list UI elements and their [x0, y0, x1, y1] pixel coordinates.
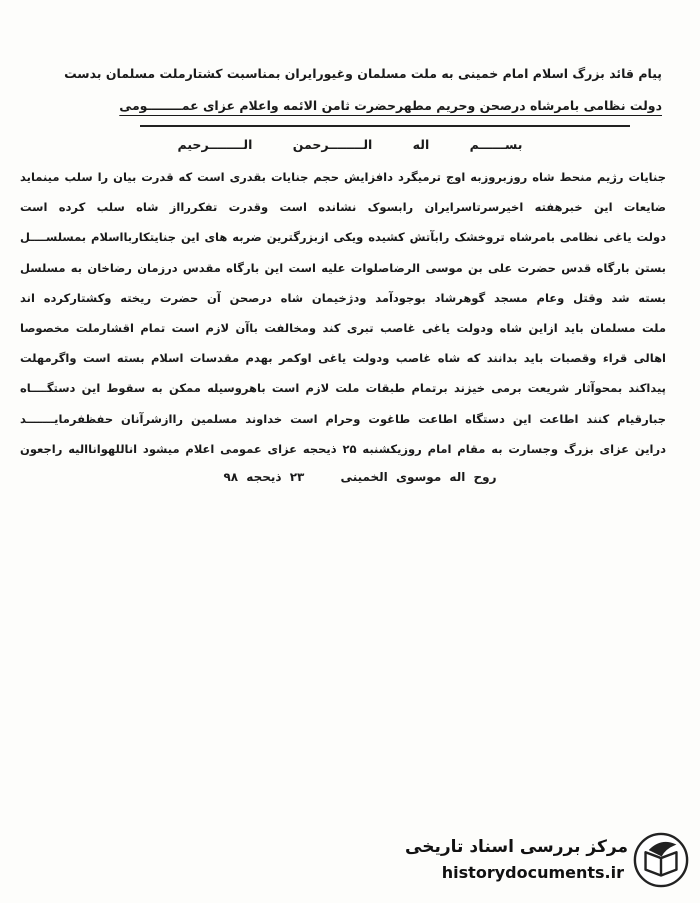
book-quill-icon — [632, 831, 690, 889]
watermark-url: historydocuments.ir — [441, 863, 624, 882]
header-line-2: دولت نظامی بامرشاه درصحن وحریم مطهرحضرت ثامن الائمه واعلام عزای عمــــــــومی — [119, 98, 662, 113]
bismillah-word-3: الــــــــرحیم — [177, 137, 253, 152]
body-line: جبارقیام کنند اطاعت این دستگاه اطاعت طاغوت وحرام است خداوند مسلمین راازشرآنان حفظفرمایـــــــد — [20, 411, 666, 426]
body-line: بسته شد وقتل وعام مسجد گوهرشاد بوجودآمد ودژخیمان شاه درصحن آن حضرت ریخته وکشتارکرده اند — [20, 290, 666, 305]
watermark-title: مرکز بررسی اسناد تاریخی — [405, 837, 628, 857]
header-line-1: پیام قائد بزرگ اسلام امام خمینی به ملت مسلمان وغیورایران بمناسبت کشتارملت مسلمان بدست — [64, 66, 662, 81]
watermark — [400, 827, 690, 891]
body-line: دولت یاغی نظامی بامرشاه تروخشک رابآتش کشیده ویکی ازبزرگترین ضربه های این جنایتکاربااسلام بمسلســــل — [20, 230, 666, 245]
message-body — [20, 162, 666, 464]
body-line: دراین عزای بزرگ وجسارت به مقام امام روزیکشنبه ۲۵ ذیحجه عزای عمومی اعلام میشود اناللهواناالیه راجعون — [20, 441, 666, 456]
signature-name: روح اله موسوی الخمینی — [340, 470, 497, 484]
header-divider — [140, 125, 630, 127]
signature-date: ۲۳ ذیحجه ۹۸ — [223, 470, 305, 484]
signature-block — [200, 470, 520, 484]
body-line: جنایات رژیم منحط شاه روزبروزبه اوج ترمیگرد دافزایش حجم جنایات بقدری است که قدرت بیان را سلب مینماید — [20, 170, 666, 184]
body-line: بستن بارگاه قدس حضرت علی بن موسی الرضاصلوات علیه است این بارگاه مقدس درزمان رضاخان به مسلسل — [20, 260, 666, 275]
body-line: پیداکند بمحوآثار شریعت برمی خیزند برتمام طبقات ملت لازم است باهروسیله ممکن به سقوط این دستگــــاه — [20, 381, 666, 396]
document-header — [60, 58, 662, 122]
body-line: ضایعات این خبرهفته اخیرسرتاسرایران رابسوک نشانده است وقدرت تفکررااز شاه سلب کرده است — [20, 200, 666, 215]
body-line: اهالی قراء وقصبات باید بدانند که شاه غاصب ودولت یاغی اوکمر بهدم مقدسات اسلام بسته است واگرمهلت — [20, 351, 666, 366]
bismillah-word-2: اله الــــــــرحمن — [292, 137, 430, 152]
body-line: ملت مسلمان باید ازاین شاه ودولت یاغی غاصب تبری کند ومخالفت باآن لازم است تمام اقشارملت مخصوصا — [20, 320, 666, 335]
bismillah-word-1: بســــــم — [469, 137, 523, 152]
bismillah — [130, 137, 570, 152]
